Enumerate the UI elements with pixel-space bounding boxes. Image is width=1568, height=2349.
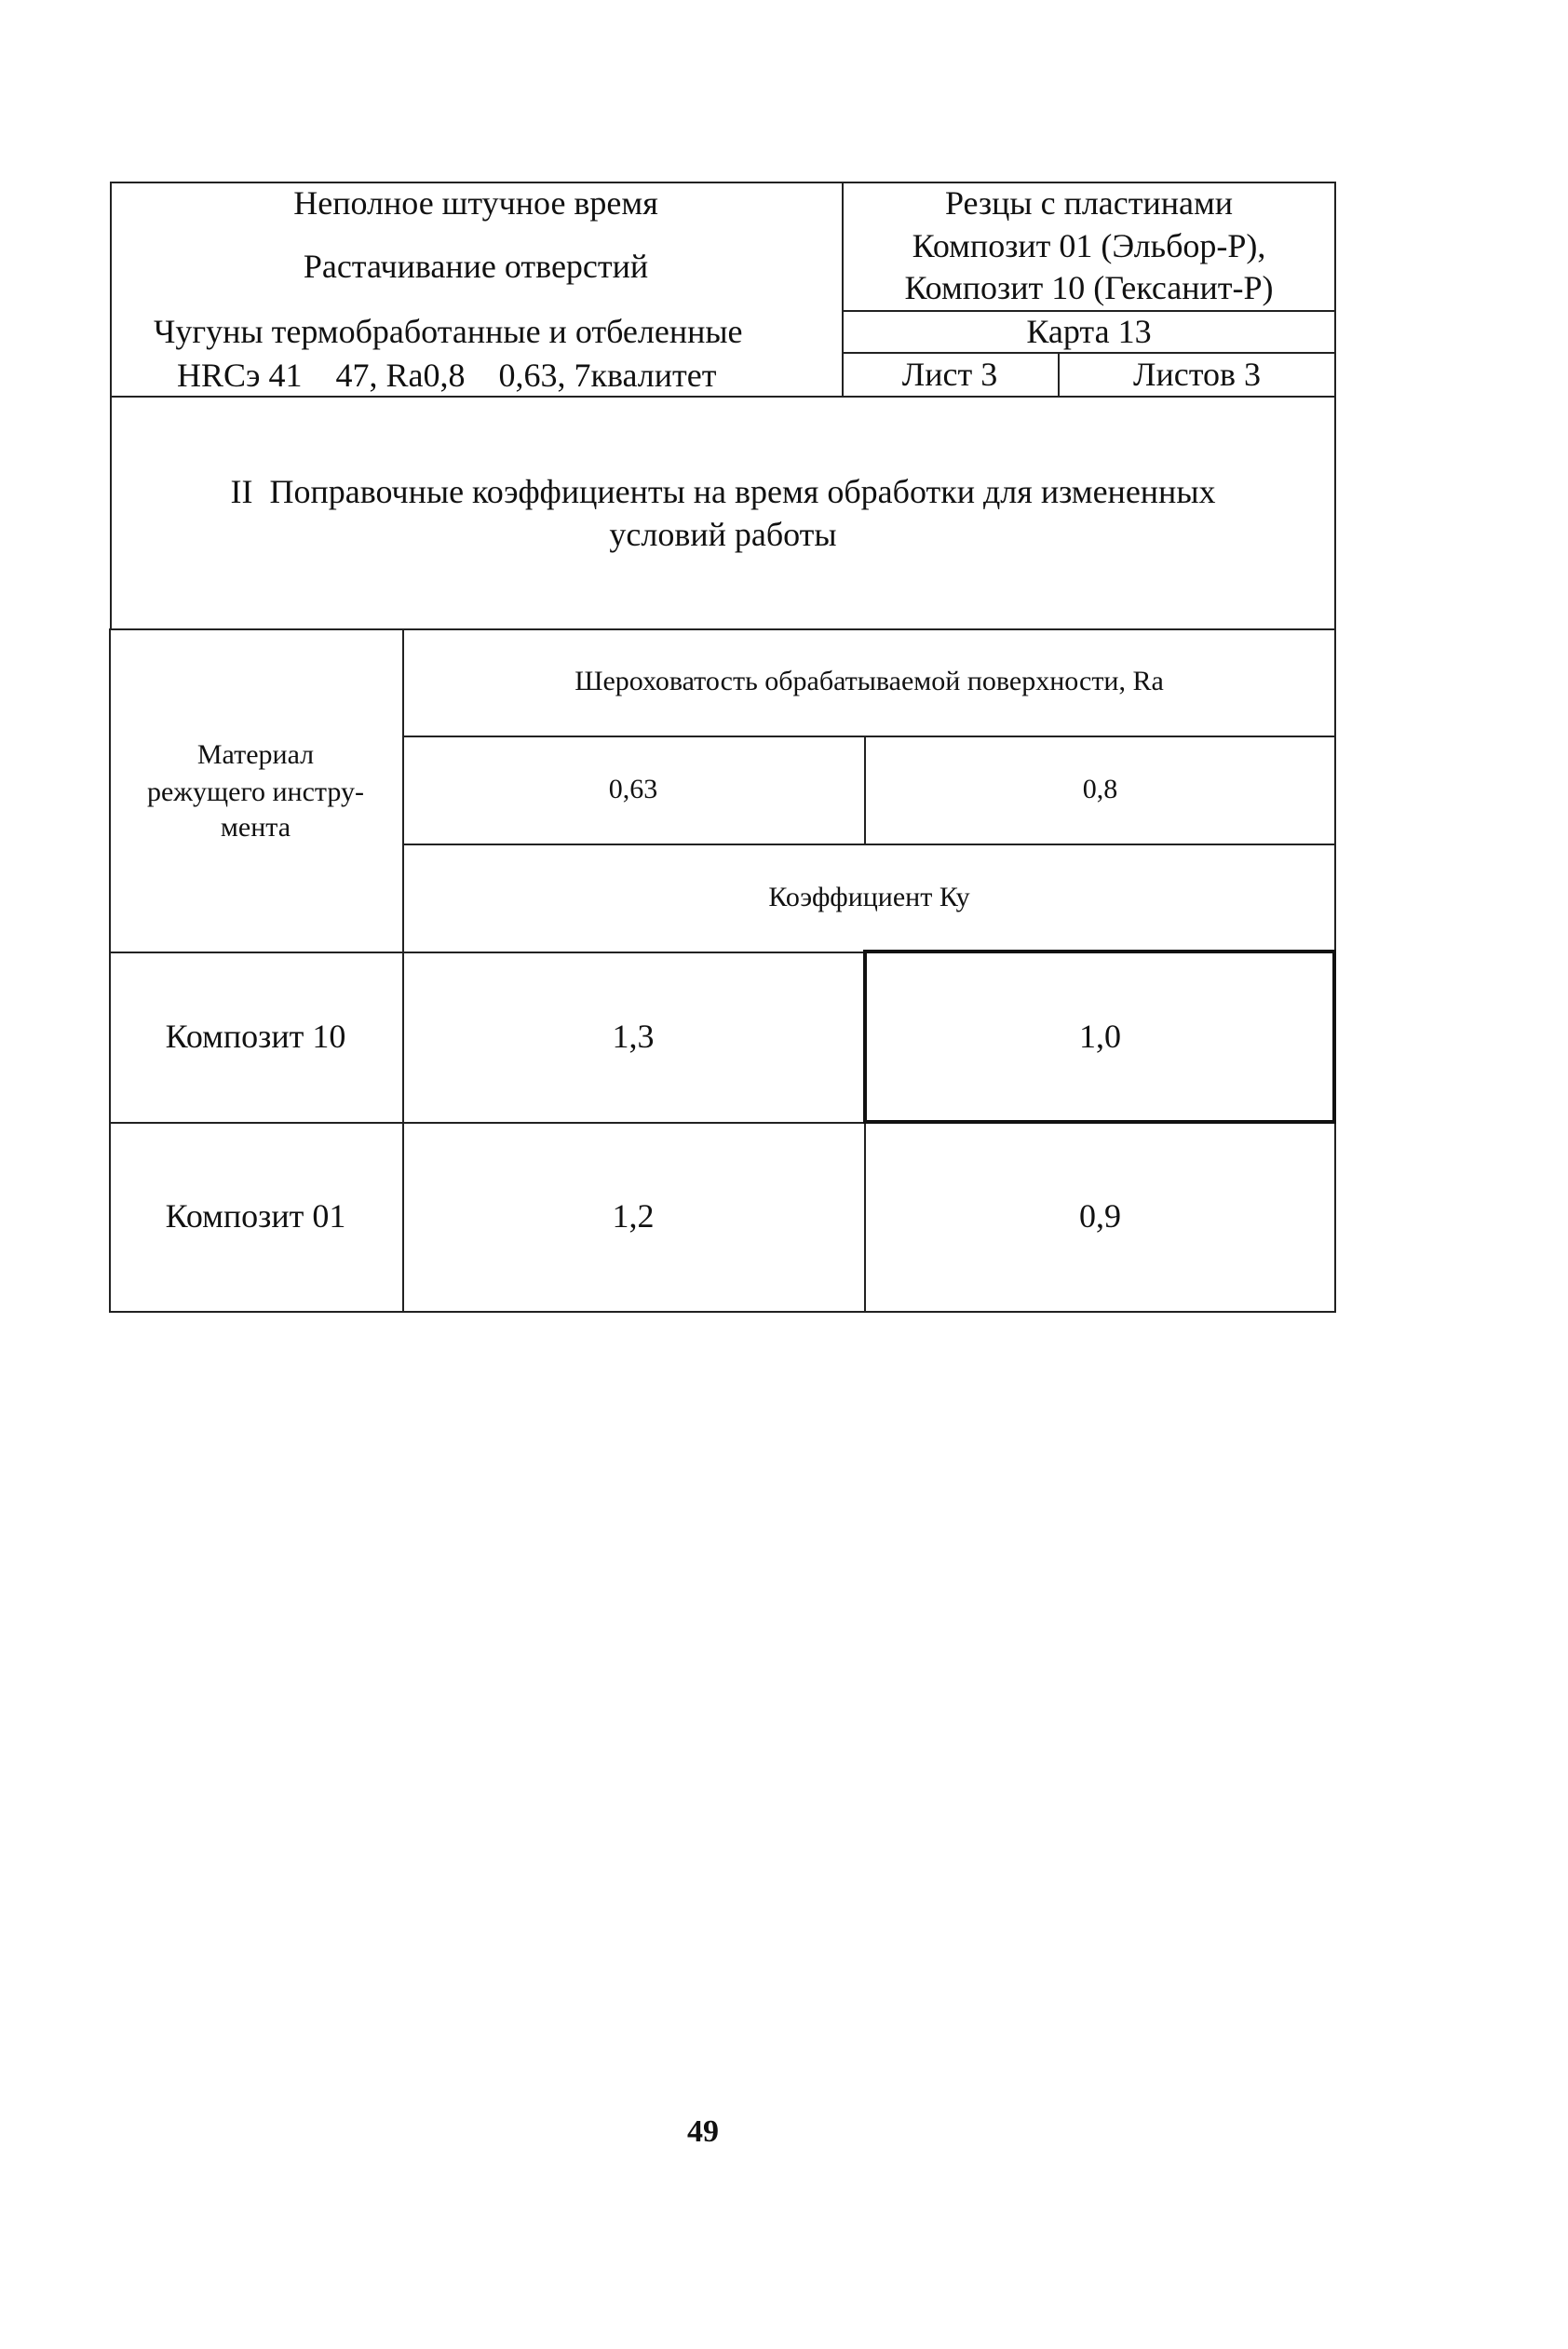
- table-row-line-2: [402, 844, 1336, 845]
- sheet-number: Лист 3: [901, 356, 998, 393]
- header-right-line3: Композит 10 (Гексанит-Р): [904, 269, 1274, 306]
- section-title-line2: условий работы: [609, 516, 837, 553]
- row2-material: Композит 01: [165, 1197, 346, 1235]
- row1-material: Композит 10: [165, 1018, 346, 1055]
- section-title-block: [110, 396, 1336, 630]
- row2-value-1: 1,2: [612, 1197, 655, 1235]
- header-left-line3: Чугуны термобработанные и отбеленные: [154, 313, 743, 350]
- header-right-line2: Композит 01 (Эльбор-Р),: [912, 227, 1266, 264]
- roughness-header: Шероховатость обрабатываемой поверхности, Ra: [574, 666, 1164, 696]
- material-header-line2: режущего инстру-: [146, 776, 364, 807]
- page-number: 49: [687, 2114, 719, 2149]
- ra-value-2: 0,8: [1082, 774, 1118, 804]
- row1-value-1: 1,3: [612, 1018, 655, 1055]
- header-left-line1: Неполное штучное время: [293, 184, 658, 222]
- header-left-line2: Растачивание отверстий: [303, 248, 649, 285]
- row1-value-2: 1,0: [1079, 1018, 1121, 1055]
- coef-header: Коэффициент Ку: [768, 882, 970, 912]
- material-header-line3: мента: [220, 812, 291, 843]
- section-title-line1: II Поправочные коэффициенты на время обработки для измененных: [230, 473, 1216, 510]
- header-left-line4: HRCэ 41 47, Ra0,8 0,63, 7квалитет: [177, 357, 717, 394]
- row2-value-2: 0,9: [1079, 1197, 1121, 1235]
- ra-value-1: 0,63: [608, 774, 658, 804]
- card-number: Карта 13: [1026, 313, 1152, 350]
- header-right-line1: Резцы с пластинами: [944, 184, 1234, 222]
- sheets-total: Листов 3: [1133, 356, 1261, 393]
- table-row-line-1: [402, 736, 1336, 737]
- material-header-line1: Материал: [196, 739, 315, 770]
